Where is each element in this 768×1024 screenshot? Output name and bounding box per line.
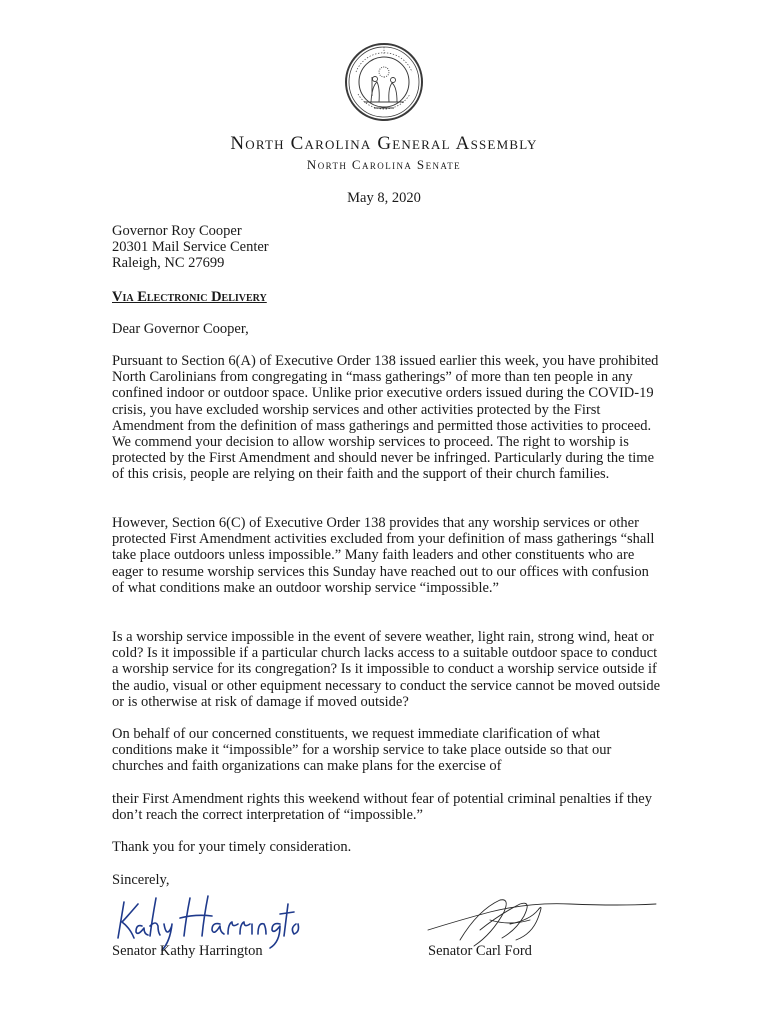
letter-date: May 8, 2020 [347,190,421,206]
body-paragraph-3: Is a worship service impossible in the event of severe weather, light rain, strong wind, heat or cold? Is it impossible if a particular church lacks access to a suitable outdoor space to conduct a worship service for its congregation? Is it impossible to conduct a worship service outside if the audio, visual or other equipment necessary to conduct the service cannot be moved outside or is otherwise at risk of damage if moved outside? [112,629,661,710]
signer-harrington: Senator Kathy Harrington [112,943,263,959]
recipient-address [112,223,660,272]
thanks-line: Thank you for your timely consideration. [112,839,352,855]
body-paragraph-2: However, Section 6(C) of Executive Order 138 provides that any worship services or other protected First Amendment activities excluded from your definition of mass gatherings “shall take place outdoors unless impossible.” Many faith leaders and other constituents who are eager to resume worship services this Sunday have reached out to our offices with confusion of what conditions make an outdoor worship service “impossible.” [112,515,655,596]
letterhead-subtitle: North Carolina Senate [306,157,462,172]
letterhead-title: North Carolina General Assembly [230,133,538,154]
recipient-name: Governor Roy Cooper [112,223,242,239]
closing: Sincerely, [112,872,170,888]
recipient-address-line: 20301 Mail Service Center [112,239,269,256]
recipient-city-line: Raleigh, NC 27699 [112,255,225,272]
body-paragraph-5: their First Amendment rights this weekend without fear of potential criminal penalties if they don’t reach the correct interpretation of “impossible.” [112,791,652,824]
delivery-method: Via Electronic Delivery [112,289,267,305]
signature-ford [420,890,660,950]
body-paragraph-4: On behalf of our concerned constituents, we request immediate clarification of what conditions make it “impossible” for a worship service to take place outside so that our churches and faith organizations can make plans for the exercise of [112,726,612,775]
state-seal-icon [344,42,424,122]
signature-harrington [112,880,302,952]
signer-ford: Senator Carl Ford [428,943,532,959]
body-paragraph-1: Pursuant to Section 6(A) of Executive Order 138 issued earlier this week, you have prohibited North Carolinians from congregating in “mass gatherings” of more than ten people in any confined indoor or outdoor space. Unlike prior executive orders issued during the COVID-19 crisis, you have excluded worship services and other activities protected by the First Amendment from the definition of mass gatherings and permitted those activities to proceed. We commend your decision to allow worship services to proceed. The right to worship is protected by the First Amendment and should never be infringed. Particularly during the time of this crisis, people are relying on their faith and the support of their church families. [112,353,659,483]
salutation: Dear Governor Cooper, [112,321,249,337]
